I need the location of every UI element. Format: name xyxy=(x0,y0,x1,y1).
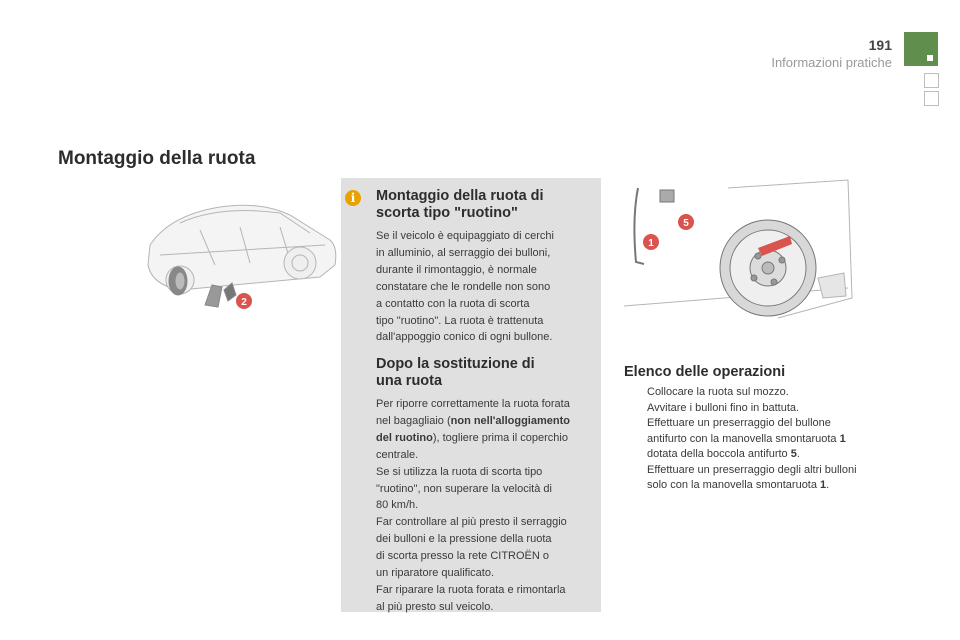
after-change-paragraph xyxy=(376,396,598,616)
text-line: a contatto con la ruota di scorta xyxy=(376,297,530,310)
text-line: un riparatore qualificato. xyxy=(376,567,495,580)
text-line: Far controllare al più presto il serraggio xyxy=(376,516,567,529)
text-line: Effettuare un preserraggio del bullone xyxy=(647,417,831,429)
text-line xyxy=(376,430,598,447)
list-item xyxy=(624,463,924,494)
section-tab-2[interactable] xyxy=(924,73,939,88)
bold-text: non nell'alloggiamento xyxy=(450,414,570,427)
section-tab-active[interactable] xyxy=(904,32,938,66)
tab-marker xyxy=(927,55,933,61)
text-line: constatare che le rondelle non sono xyxy=(376,280,551,293)
car-illustration xyxy=(140,185,340,315)
info-icon: i xyxy=(345,190,361,206)
text-line xyxy=(647,478,924,494)
after-change-title xyxy=(376,356,596,390)
text-line: Far riparare la ruota forata e rimontarla xyxy=(376,583,566,596)
info-box-title xyxy=(376,188,596,222)
text-part: . xyxy=(826,479,830,491)
text-part: antifurto con la manovella smontaruota xyxy=(647,432,840,445)
text-line xyxy=(376,413,598,430)
text-line: tipo "ruotino". La ruota è trattenuta xyxy=(376,314,544,327)
bold-text: 1 xyxy=(820,479,827,491)
text-line: Per riporre correttamente la ruota forata xyxy=(376,398,570,410)
title-line: Montaggio della ruota di xyxy=(376,188,544,204)
text-part: nel bagagliaio ( xyxy=(376,414,451,427)
list-item xyxy=(624,416,924,463)
text-line: al più presto sul veicolo. xyxy=(376,600,494,613)
text-part: ), togliere prima il coperchio xyxy=(432,431,568,444)
text-line: dei bulloni e la pressione della ruota xyxy=(376,533,552,546)
title-line: una ruota xyxy=(376,373,443,389)
text-line: di scorta presso la rete CITROËN o xyxy=(376,550,550,563)
text-line: dall'appoggio conico di ogni bullone. xyxy=(376,331,553,344)
text-line: 80 km/h. xyxy=(376,499,419,512)
text-line: "ruotino", non superare la velocità di xyxy=(376,482,552,495)
text-line xyxy=(647,432,924,448)
page-number: 191 xyxy=(868,37,892,53)
callout-5-label: 5 xyxy=(683,218,689,229)
info-paragraph xyxy=(376,228,598,346)
text-line: Collocare la ruota sul mozzo. xyxy=(647,386,789,398)
operations-list xyxy=(624,385,924,494)
callout-2-label: 2 xyxy=(241,297,247,308)
bold-text: del ruotino xyxy=(376,431,433,444)
text-part: . xyxy=(796,448,800,460)
text-part: solo con la manovella smontaruota xyxy=(647,479,821,491)
text-line: Se il veicolo è equipaggiato di cerchi xyxy=(376,230,554,242)
list-item xyxy=(624,385,924,401)
section-tab-3[interactable] xyxy=(924,91,939,106)
text-line xyxy=(647,447,924,463)
text-part: dotata della boccola antifurto xyxy=(647,448,791,460)
list-item xyxy=(624,401,924,417)
callout-1-label: 1 xyxy=(648,238,654,249)
title-line: Dopo la sostituzione di xyxy=(376,356,535,372)
text-line: Effettuare un preserraggio degli altri bulloni xyxy=(647,463,857,476)
text-line: in alluminio, al serraggio dei bulloni, xyxy=(376,246,551,259)
text-line: centrale. xyxy=(376,448,419,461)
title-line: scorta tipo "ruotino" xyxy=(376,205,518,221)
operations-title: Elenco delle operazioni xyxy=(624,364,786,380)
wheel-illustration xyxy=(618,178,854,320)
text-line: Se si utilizza la ruota di scorta tipo xyxy=(376,465,543,478)
text-line: durante il rimontaggio, è normale xyxy=(376,263,537,276)
bold-text: 1 xyxy=(839,432,846,445)
text-line: Avvitare i bulloni fino in battuta. xyxy=(647,401,800,414)
section-title: Informazioni pratiche xyxy=(771,55,892,70)
bold-text: 5 xyxy=(790,448,797,460)
page-title: Montaggio della ruota xyxy=(58,148,256,169)
